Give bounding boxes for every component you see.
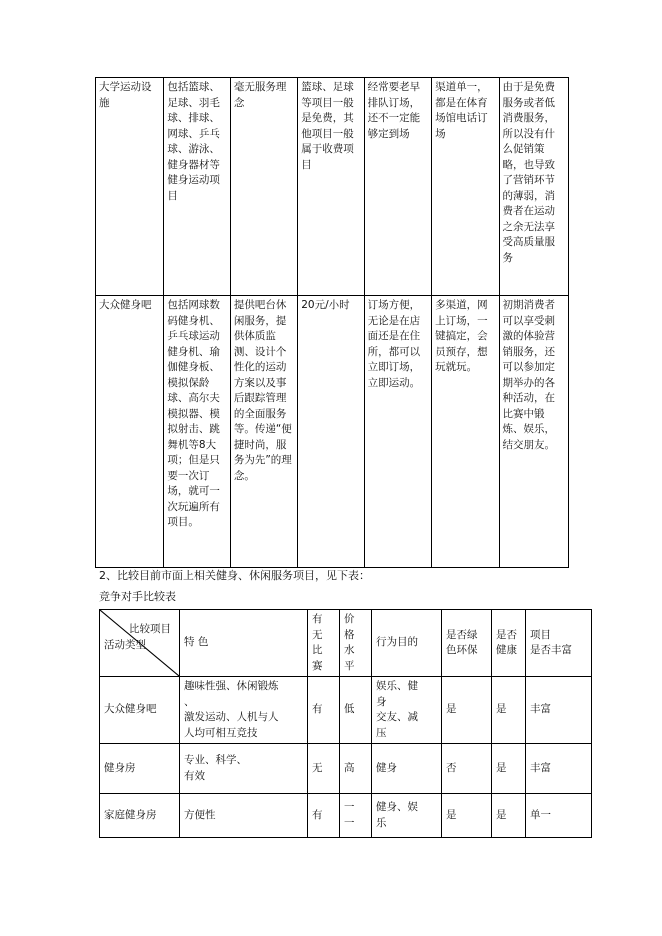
header-purpose: 行为目的 (372, 610, 442, 677)
cell-purpose: 健身、娱 乐 (372, 794, 442, 838)
cell-healthy: 是 (492, 677, 526, 744)
cell-service: 提供吧台休闲服务，提供体质监测、设计个性化的运动方案以及事后跟踪管理的全面服务等。传递“便捷时尚，服务为先”的理念。 (230, 296, 297, 568)
corner-header-cell (100, 610, 180, 677)
cell-rich: 丰富 (526, 744, 592, 794)
cell-competition: 有 (308, 677, 340, 744)
cell-channel: 渠道单一，都是在体育场馆电话订场 (432, 78, 499, 296)
cell-green: 否 (442, 744, 492, 794)
cell-competition: 有 (308, 794, 340, 838)
cell-rich: 单一 (526, 794, 592, 838)
cell-service: 毫无服务理念 (230, 78, 297, 296)
table-row (100, 794, 592, 838)
table-caption: 竞争对手比较表 (99, 590, 176, 603)
table-row (100, 677, 592, 744)
header-features: 特 色 (180, 610, 308, 677)
cell-healthy: 是 (492, 744, 526, 794)
cell-price: 20元/小时 (298, 296, 364, 568)
cell-price: 低 (340, 677, 372, 744)
header-healthy: 是否 健康 (492, 610, 526, 677)
corner-bottom-label: 活动类型 (104, 639, 146, 651)
competitor-comparison-table (99, 609, 592, 838)
cell-green: 是 (442, 794, 492, 838)
cell-rich: 丰富 (526, 677, 592, 744)
cell-purpose: 健身 (372, 744, 442, 794)
table-row (96, 78, 569, 296)
cell-channel: 多渠道，网上订场，一键搞定，会员预存，想玩就玩。 (432, 296, 499, 568)
header-price: 价 格 水 平 (340, 610, 372, 677)
cell-type: 大众健身吧 (96, 296, 164, 568)
cell-features: 趣味性强、休闲锻炼 、 激发运动、人机与人 人均可相互竞技 (180, 677, 308, 744)
header-rich: 项目 是否丰富 (526, 610, 592, 677)
cell-features: 专业、科学、 有效 (180, 744, 308, 794)
cell-purpose: 娱乐、健 身 交友、减 压 (372, 677, 442, 744)
cell-healthy: 是 (492, 794, 526, 838)
cell-type: 大众健身吧 (100, 677, 180, 744)
cell-booking: 经常要老早排队订场，还不一定能够定到场 (364, 78, 431, 296)
comparison-table-top (95, 77, 569, 568)
cell-items: 包括网球数码健身机、乒乓球运动健身机、瑜伽健身板、模拟保龄球、高尔夫模拟器、模拟射击、跳舞机等8大项；但是只要一次订场，就可一次玩遍所有项目。 (164, 296, 230, 568)
table-row (100, 744, 592, 794)
cell-price: 一 一 (340, 794, 372, 838)
header-competition: 有 无 比 赛 (308, 610, 340, 677)
cell-items: 包括篮球、足球、羽毛球、排球、网球、乒乓球、游泳、健身器材等健身运动项目 (164, 78, 230, 296)
cell-marketing: 初期消费者可以享受刺激的体验营销服务，还可以参加定期举办的各种活动，在比赛中锻炼、娱乐，结交朋友。 (499, 296, 569, 568)
section-heading: 2、比较目前市面上相关健身、休闲服务项目，见下表： (99, 569, 370, 582)
cell-type: 健身房 (100, 744, 180, 794)
cell-marketing: 由于是免费服务或者低消费服务，所以没有什么促销策略，也导致了营销环节的薄弱，消费者在运动之余无法享受高质量服务 (499, 78, 569, 296)
cell-green: 是 (442, 677, 492, 744)
table-header-row (100, 610, 592, 677)
cell-price: 篮球、足球等项目一般是免费，其他项目一般属于收费项目 (298, 78, 364, 296)
cell-type: 家庭健身房 (100, 794, 180, 838)
table-row (96, 296, 569, 568)
cell-type: 大学运动设施 (96, 78, 164, 296)
header-green: 是否绿 色环保 (442, 610, 492, 677)
corner-top-label: 比较项目 (129, 623, 171, 635)
cell-competition: 无 (308, 744, 340, 794)
cell-features: 方便性 (180, 794, 308, 838)
cell-booking: 订场方便，无论是在店面还是在住所，都可以立即订场，立即运动。 (364, 296, 431, 568)
cell-price: 高 (340, 744, 372, 794)
